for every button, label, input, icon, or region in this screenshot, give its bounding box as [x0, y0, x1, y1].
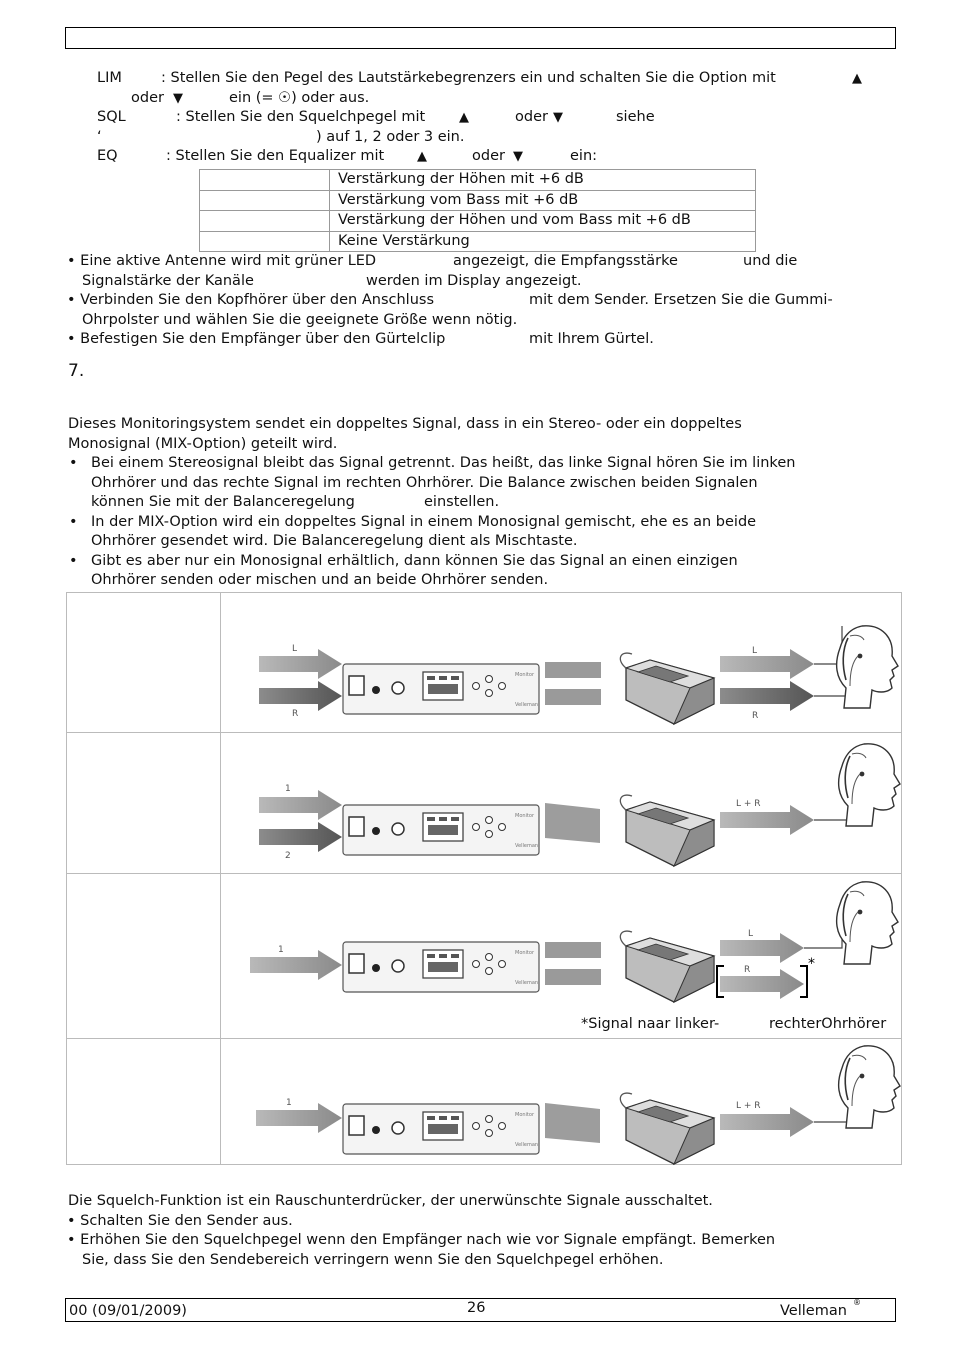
bullet-beltclip-b: mit Ihrem Gürtel. [529, 331, 654, 347]
lim-oder: oder [131, 90, 164, 106]
diagram-label: L [292, 644, 298, 654]
bullet-antenna: • Eine aktive Antenne wird mit grüner LED [67, 253, 377, 269]
sql-siehe: siehe [616, 109, 655, 125]
eq-key: EQ [97, 148, 118, 164]
squelch-intro: Die Squelch-Funktion ist ein Rauschunterdrücker, der unerwünschte Signale ausschaltet. [68, 1193, 713, 1209]
eq-oder: oder [472, 148, 505, 164]
mode-mix-line-1: In der MIX-Option wird ein doppeltes Signal in einem Monosignal gemischt, ehe es an beide [91, 514, 757, 530]
bullet-dot: • [69, 514, 78, 530]
eq-text: : Stellen Sie den Equalizer mit [166, 148, 385, 164]
bullet-antenna-c: und die [743, 253, 798, 269]
diagram-label: 1 [278, 945, 284, 955]
bullet-dot: • [69, 553, 78, 569]
mode-mono-line-1: Gibt es aber nur ein Monosignal erhältlich, dann können Sie das Signal an einen einzigen [91, 553, 738, 569]
eq-desc-cell: Verstärkung der Höhen mit +6 dB [330, 170, 756, 191]
diagram-mix [259, 744, 900, 866]
eq-ein: ein: [570, 148, 598, 164]
bullet-beltclip: • Befestigen Sie den Empfänger über den Gürtelclip [67, 331, 446, 347]
intro-line-2: Monosignal (MIX-Option) geteilt wird. [68, 436, 338, 452]
diagram-label: 2 [285, 851, 291, 861]
eq-desc-cell: Keine Verstärkung [330, 231, 756, 252]
mode-stereo-line-3b: einstellen. [424, 494, 500, 510]
sql-key: SQL [97, 109, 126, 125]
bullet-antenna-cont: Signalstärke der Kanäle [82, 273, 254, 289]
eq-desc-cell: Verstärkung der Höhen und vom Bass mit +6 dB [330, 211, 756, 232]
page-number: 26 [467, 1300, 486, 1316]
arrow-down-icon: ▼ [173, 91, 183, 106]
bullet-headphone: • Verbinden Sie den Kopfhörer über den Anschluss [67, 292, 434, 308]
arrow-up-icon: ▲ [852, 71, 862, 86]
sql-rest: ) auf 1, 2 oder 3 ein. [316, 129, 465, 145]
diagram-label: R [752, 711, 759, 721]
bullet-antenna-b: angezeigt, die Empfangsstärke [453, 253, 678, 269]
mode-mono-line-2: Ohrhörer senden oder mischen und an beide Ohrhörer senden. [91, 572, 549, 588]
diagram-stereo [259, 626, 898, 724]
lim-rest: ein (= ☉) oder aus. [229, 90, 370, 106]
diagram-label: R [744, 965, 751, 975]
signal-note-b: rechterOhrhörer [769, 1016, 887, 1032]
footer-version: 00 (09/01/2009) [69, 1303, 187, 1319]
diagram-label: R [292, 709, 299, 719]
mode-diagrams: Monitor Velleman L R L R 1 2 L + R 1 L R * 1 L + R [0, 0, 954, 1351]
bullet-dot: • [69, 455, 78, 471]
diagram-label: L + R [736, 799, 761, 809]
sql-oder: oder [515, 109, 548, 125]
diagram-label: L [752, 646, 758, 656]
arrow-up-icon: ▲ [417, 149, 427, 164]
bullet-headphone-b: mit dem Sender. Ersetzen Sie die Gummi- [529, 292, 833, 308]
mode-stereo-line-2: Ohrhörer und das rechte Signal im rechten Ohrhörer. Die Balance zwischen beiden Signalen [91, 475, 758, 491]
diagram-label: 1 [286, 1098, 292, 1108]
sql-quote: ‘ [97, 129, 102, 145]
asterisk: * [808, 956, 815, 972]
arrow-up-icon: ▲ [459, 110, 469, 125]
lim-key: LIM [97, 70, 122, 86]
footer-brand: Velleman [780, 1303, 847, 1319]
bullet-antenna-cont-b: werden im Display angezeigt. [366, 273, 582, 289]
diagram-mono-single [250, 882, 898, 1002]
arrow-down-icon: ▼ [553, 110, 563, 125]
intro-line-1: Dieses Monitoringsystem sendet ein doppeltes Signal, dass in ein Stereo- oder ein doppeltes [68, 416, 742, 432]
bullet-headphone-cont: Ohrpolster und wählen Sie die geeignete Größe wenn nötig. [82, 312, 518, 328]
registered-mark: ® [853, 1298, 861, 1307]
diagram-label: L [748, 929, 754, 939]
arrow-down-icon: ▼ [513, 149, 523, 164]
mode-stereo-line-3a: können Sie mit der Balanceregelung [91, 494, 355, 510]
mode-stereo-line-1: Bei einem Stereosignal bleibt das Signal getrennt. Das heißt, das linke Signal hören Sie im linken [91, 455, 796, 471]
squelch-bullet-2-cont: Sie, dass Sie den Sendebereich verringern wenn Sie den Squelchpegel erhöhen. [82, 1252, 664, 1268]
diagram-label: 1 [285, 784, 291, 794]
sql-text: : Stellen Sie den Squelchpegel mit [176, 109, 426, 125]
diagram-label: L + R [736, 1101, 761, 1111]
lim-text: : Stellen Sie den Pegel des Lautstärkebegrenzers ein und schalten Sie die Option mit [161, 70, 776, 86]
signal-note-a: *Signal naar linker- [581, 1016, 720, 1032]
mode-mix-line-2: Ohrhörer gesendet wird. Die Balanceregelung dient als Mischtaste. [91, 533, 578, 549]
squelch-bullet-1: • Schalten Sie den Sender aus. [67, 1213, 293, 1229]
squelch-bullet-2: • Erhöhen Sie den Squelchpegel wenn den Empfänger nach wie vor Signale empfängt. Bemerken [67, 1232, 776, 1248]
diagram-mono-both [256, 1046, 900, 1164]
section-number: 7. [68, 361, 85, 381]
eq-desc-cell: Verstärkung vom Bass mit +6 dB [330, 190, 756, 211]
